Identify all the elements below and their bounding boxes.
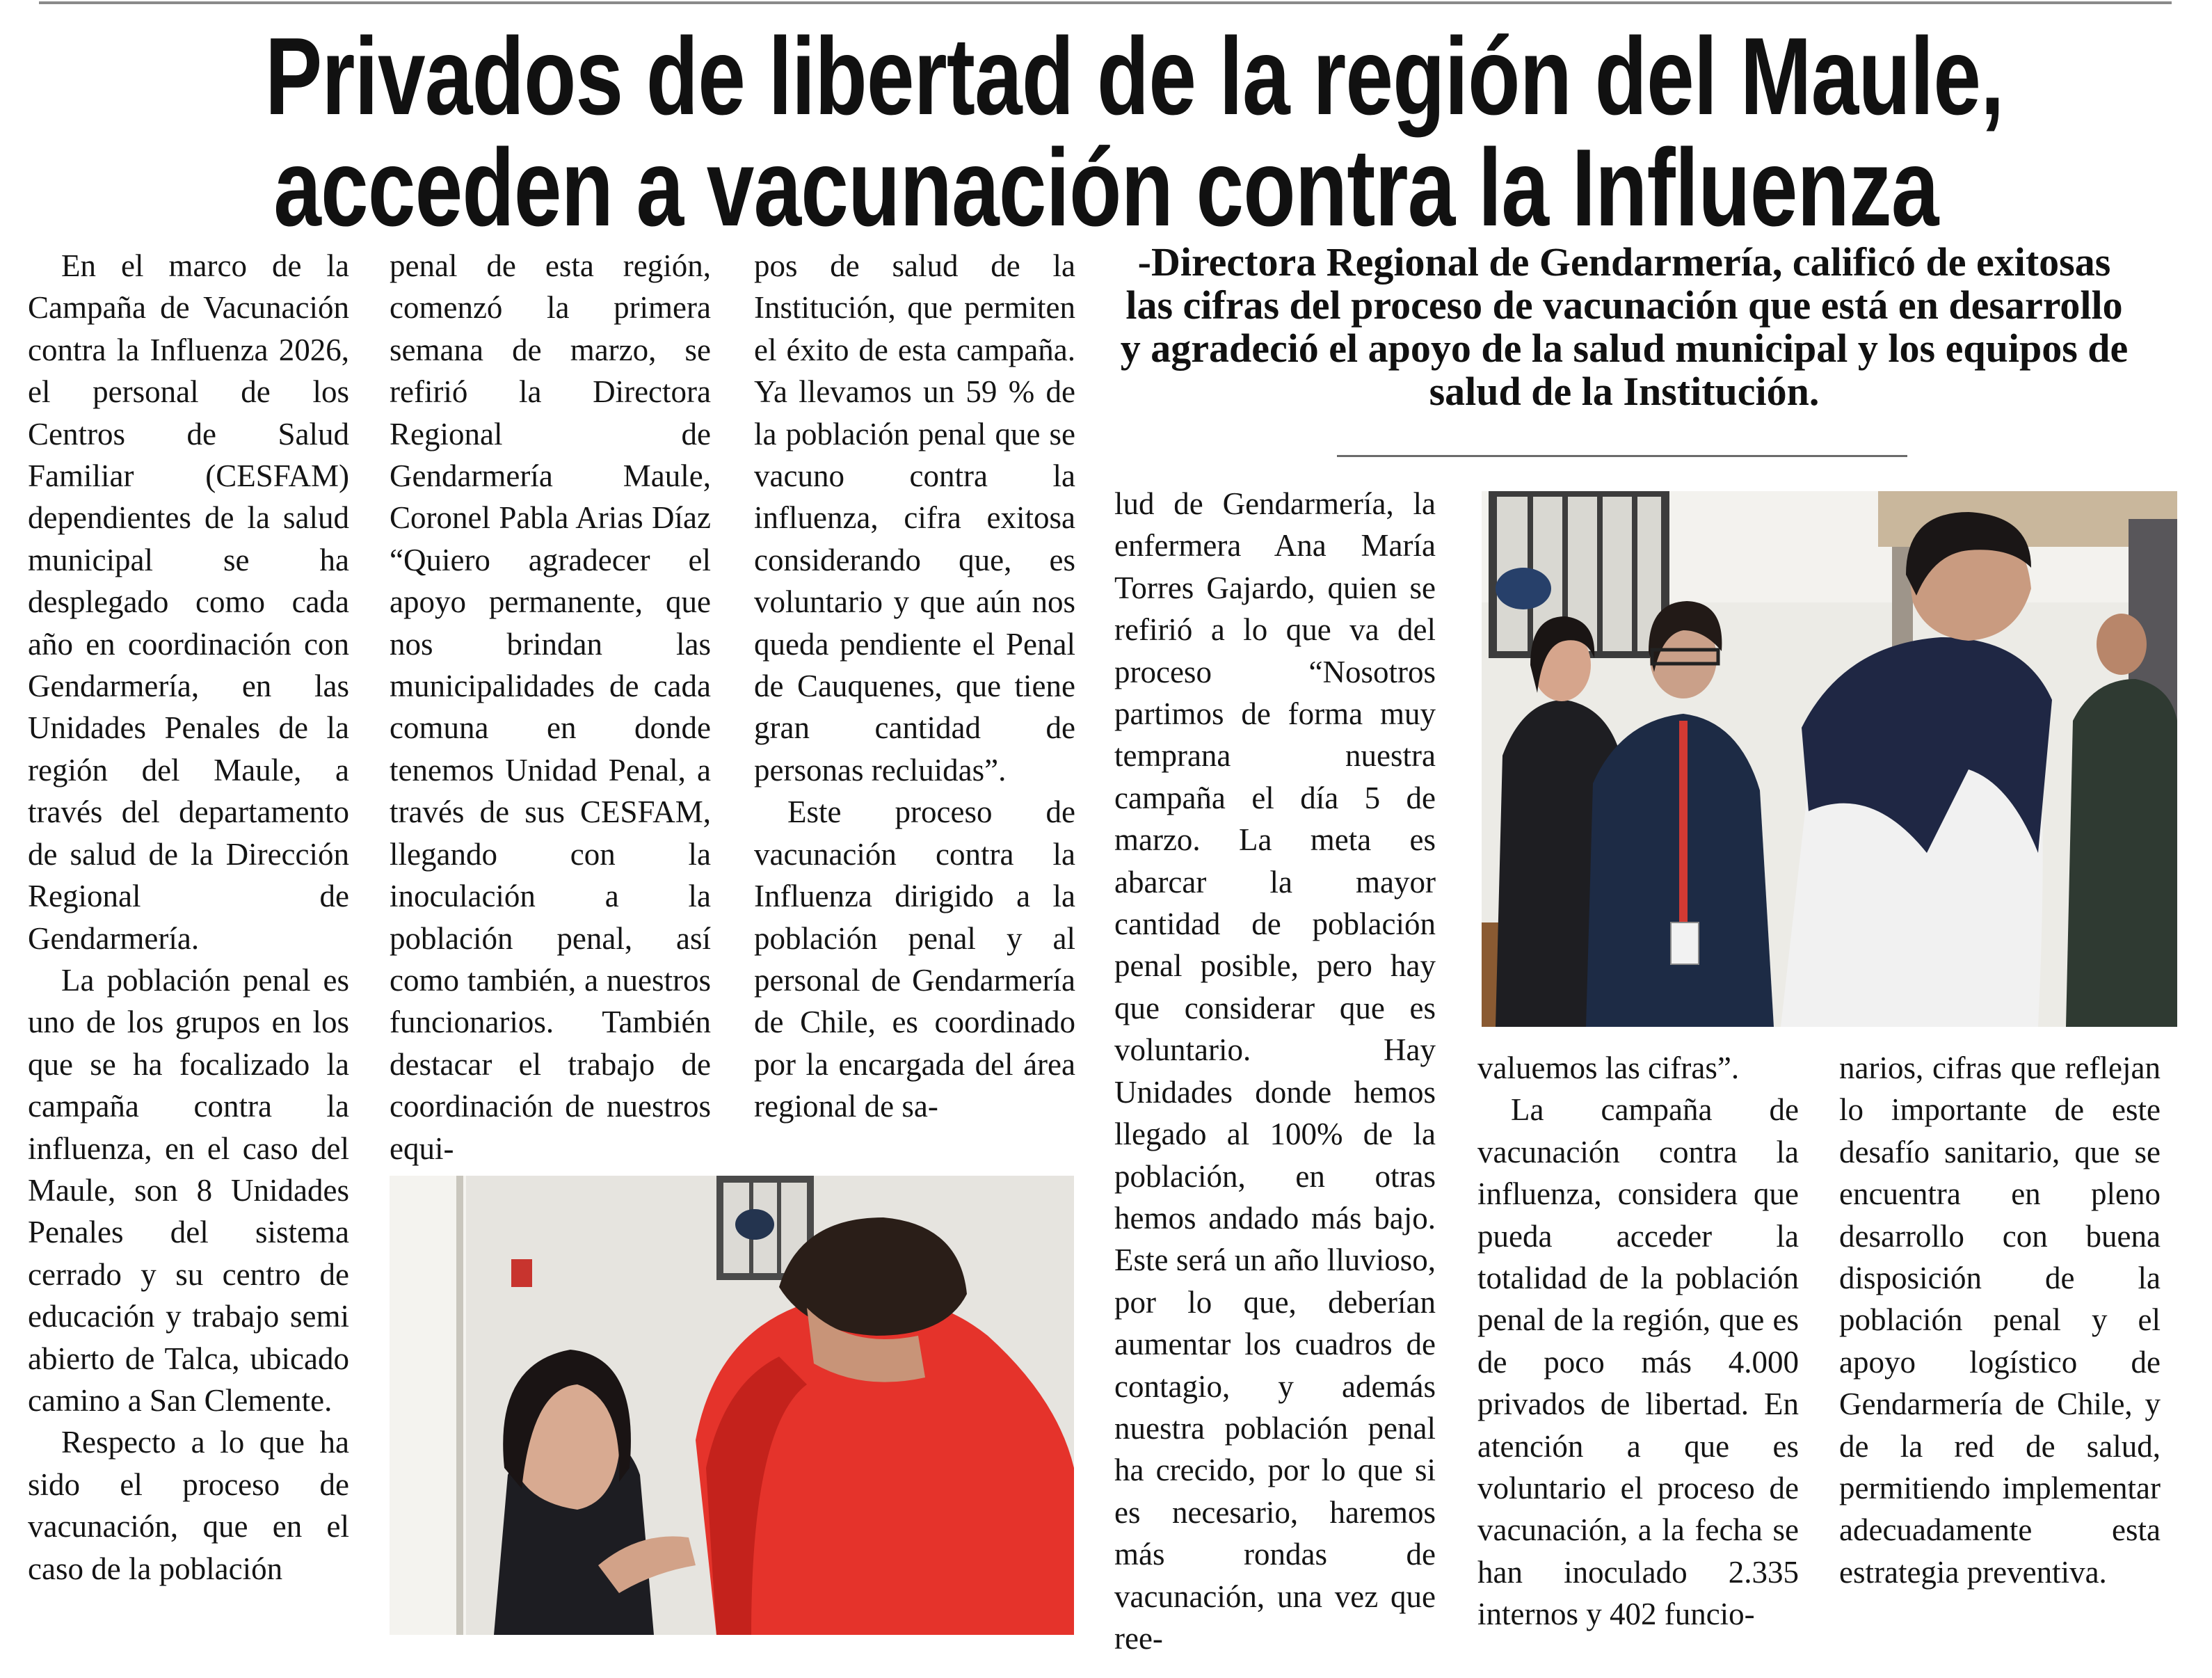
photo-vaccination-1 (390, 1176, 1074, 1635)
paragraph: penal de esta región, comenzó la primera semana de marzo, se refirió la Directora Regional de Gendarmería Maule, Coronel Pabla Arias Díaz “Quiero agradecer el apoyo permanente, que nos brindan las municipalidades de cada comuna en donde tenemos Unidad Penal, a través de sus CESFAM, llegando con la inoculación a la población penal, así como también, a nuestros funcionarios. También destacar el trabajo de coordinación de nuestros equi- (390, 248, 711, 1166)
headline (265, 15, 2004, 249)
photo-illustration (390, 1176, 1074, 1635)
article-column-4 (1114, 483, 1436, 1659)
article-column-5 (1477, 1047, 1799, 1636)
top-rule (39, 1, 2172, 4)
paragraph: lud de Gendarmería, la enfermera Ana María Torres Gajardo, quien se refirió a lo que va del proceso “Nosotros partimos de forma muy temprana nuestra campaña el día 5 de marzo. La meta es abarcar la mayor cantidad de población penal posible, pero hay que considerar que es voluntario. Hay Unidades donde hemos llegado al 100% de la población, en otras hemos andado más bajo. Este será un año lluvioso, por lo que, deberían aumentar los cuadros de contagio, y además nuestra población penal ha crecido, por lo que si es necesario, haremos más rondas de vacunación, una vez que ree- (1114, 486, 1436, 1656)
paragraph: La campaña de vacunación contra la influenza, considera que pueda acceder la totalidad de la población penal de la región, que es de poco más 4.000 privados de libertad. En atención a que es voluntario el proceso de vacunación, a la fecha se han inoculado 2.335 internos y 402 funcio- (1477, 1092, 1799, 1632)
article-column-3 (754, 245, 1075, 1128)
subheadline: -Directora Regional de Gendarmería, calificó de exitosas las cifras del proceso de vacunación que está en desarrollo y agradeció el apoyo de la salud municipal y los equipos de salud de la Institución. (1120, 239, 2129, 414)
paragraph: Este proceso de vacunación contra la Influenza dirigido a la población penal y al personal de Gendarmería de Chile, es coordinado por la encargada del área regional de sa- (754, 794, 1075, 1124)
headline-line-2: acceden a vacunación contra la Influenza (273, 127, 1939, 249)
paragraph: En el marco de la Campaña de Vacunación contra la Influenza 2026, el personal de los Centros de Salud Familiar (CESFAM) dependientes de la salud municipal se ha desplegado como cada año en coordinación con Gendarmería, en las Unidades Penales de la región del Maule, a través del departamento de salud de la Dirección Regional de Gendarmería. (28, 248, 349, 956)
headline-line-1: Privados de libertad de la región del Maule, (265, 15, 2004, 138)
paragraph: pos de salud de la Institución, que permiten el éxito de esta campaña. Ya llevamos un 59 % de la población penal que se vacuno contra la influenza, cifra exitosa considerando que, es voluntario y que aún nos queda pendiente el Penal de Cauquenes, que tiene gran cantidad de personas recluidas”. (754, 248, 1075, 788)
photo-illustration (1482, 491, 2177, 1027)
paragraph: narios, cifras que reflejan lo importante de este desafío sanitario, que se encuentra en pleno desarrollo con buena disposición de la población penal y el apoyo logístico de Gendarmería de Chile, y de la red de salud, permitiendo implementar adecuadamente esta estrategia preventiva. (1839, 1050, 2161, 1590)
photo-vaccination-2 (1482, 491, 2177, 1027)
article-column-6 (1839, 1047, 2161, 1593)
divider (1337, 455, 1907, 457)
article-column-2 (390, 245, 711, 1169)
paragraph: Respecto a lo que ha sido el proceso de vacunación, que en el caso de la población (28, 1425, 349, 1586)
paragraph: valuemos las cifras”. (1477, 1050, 1740, 1085)
article-column-1 (28, 245, 349, 1590)
paragraph: La población penal es uno de los grupos en los que se ha focalizado la campaña contra la influenza, en el caso del Maule, son 8 Unidades Penales del sistema cerrado y su centro de educación y trabajo semi abierto de Talca, ubicado camino a San Clemente. (28, 962, 349, 1418)
